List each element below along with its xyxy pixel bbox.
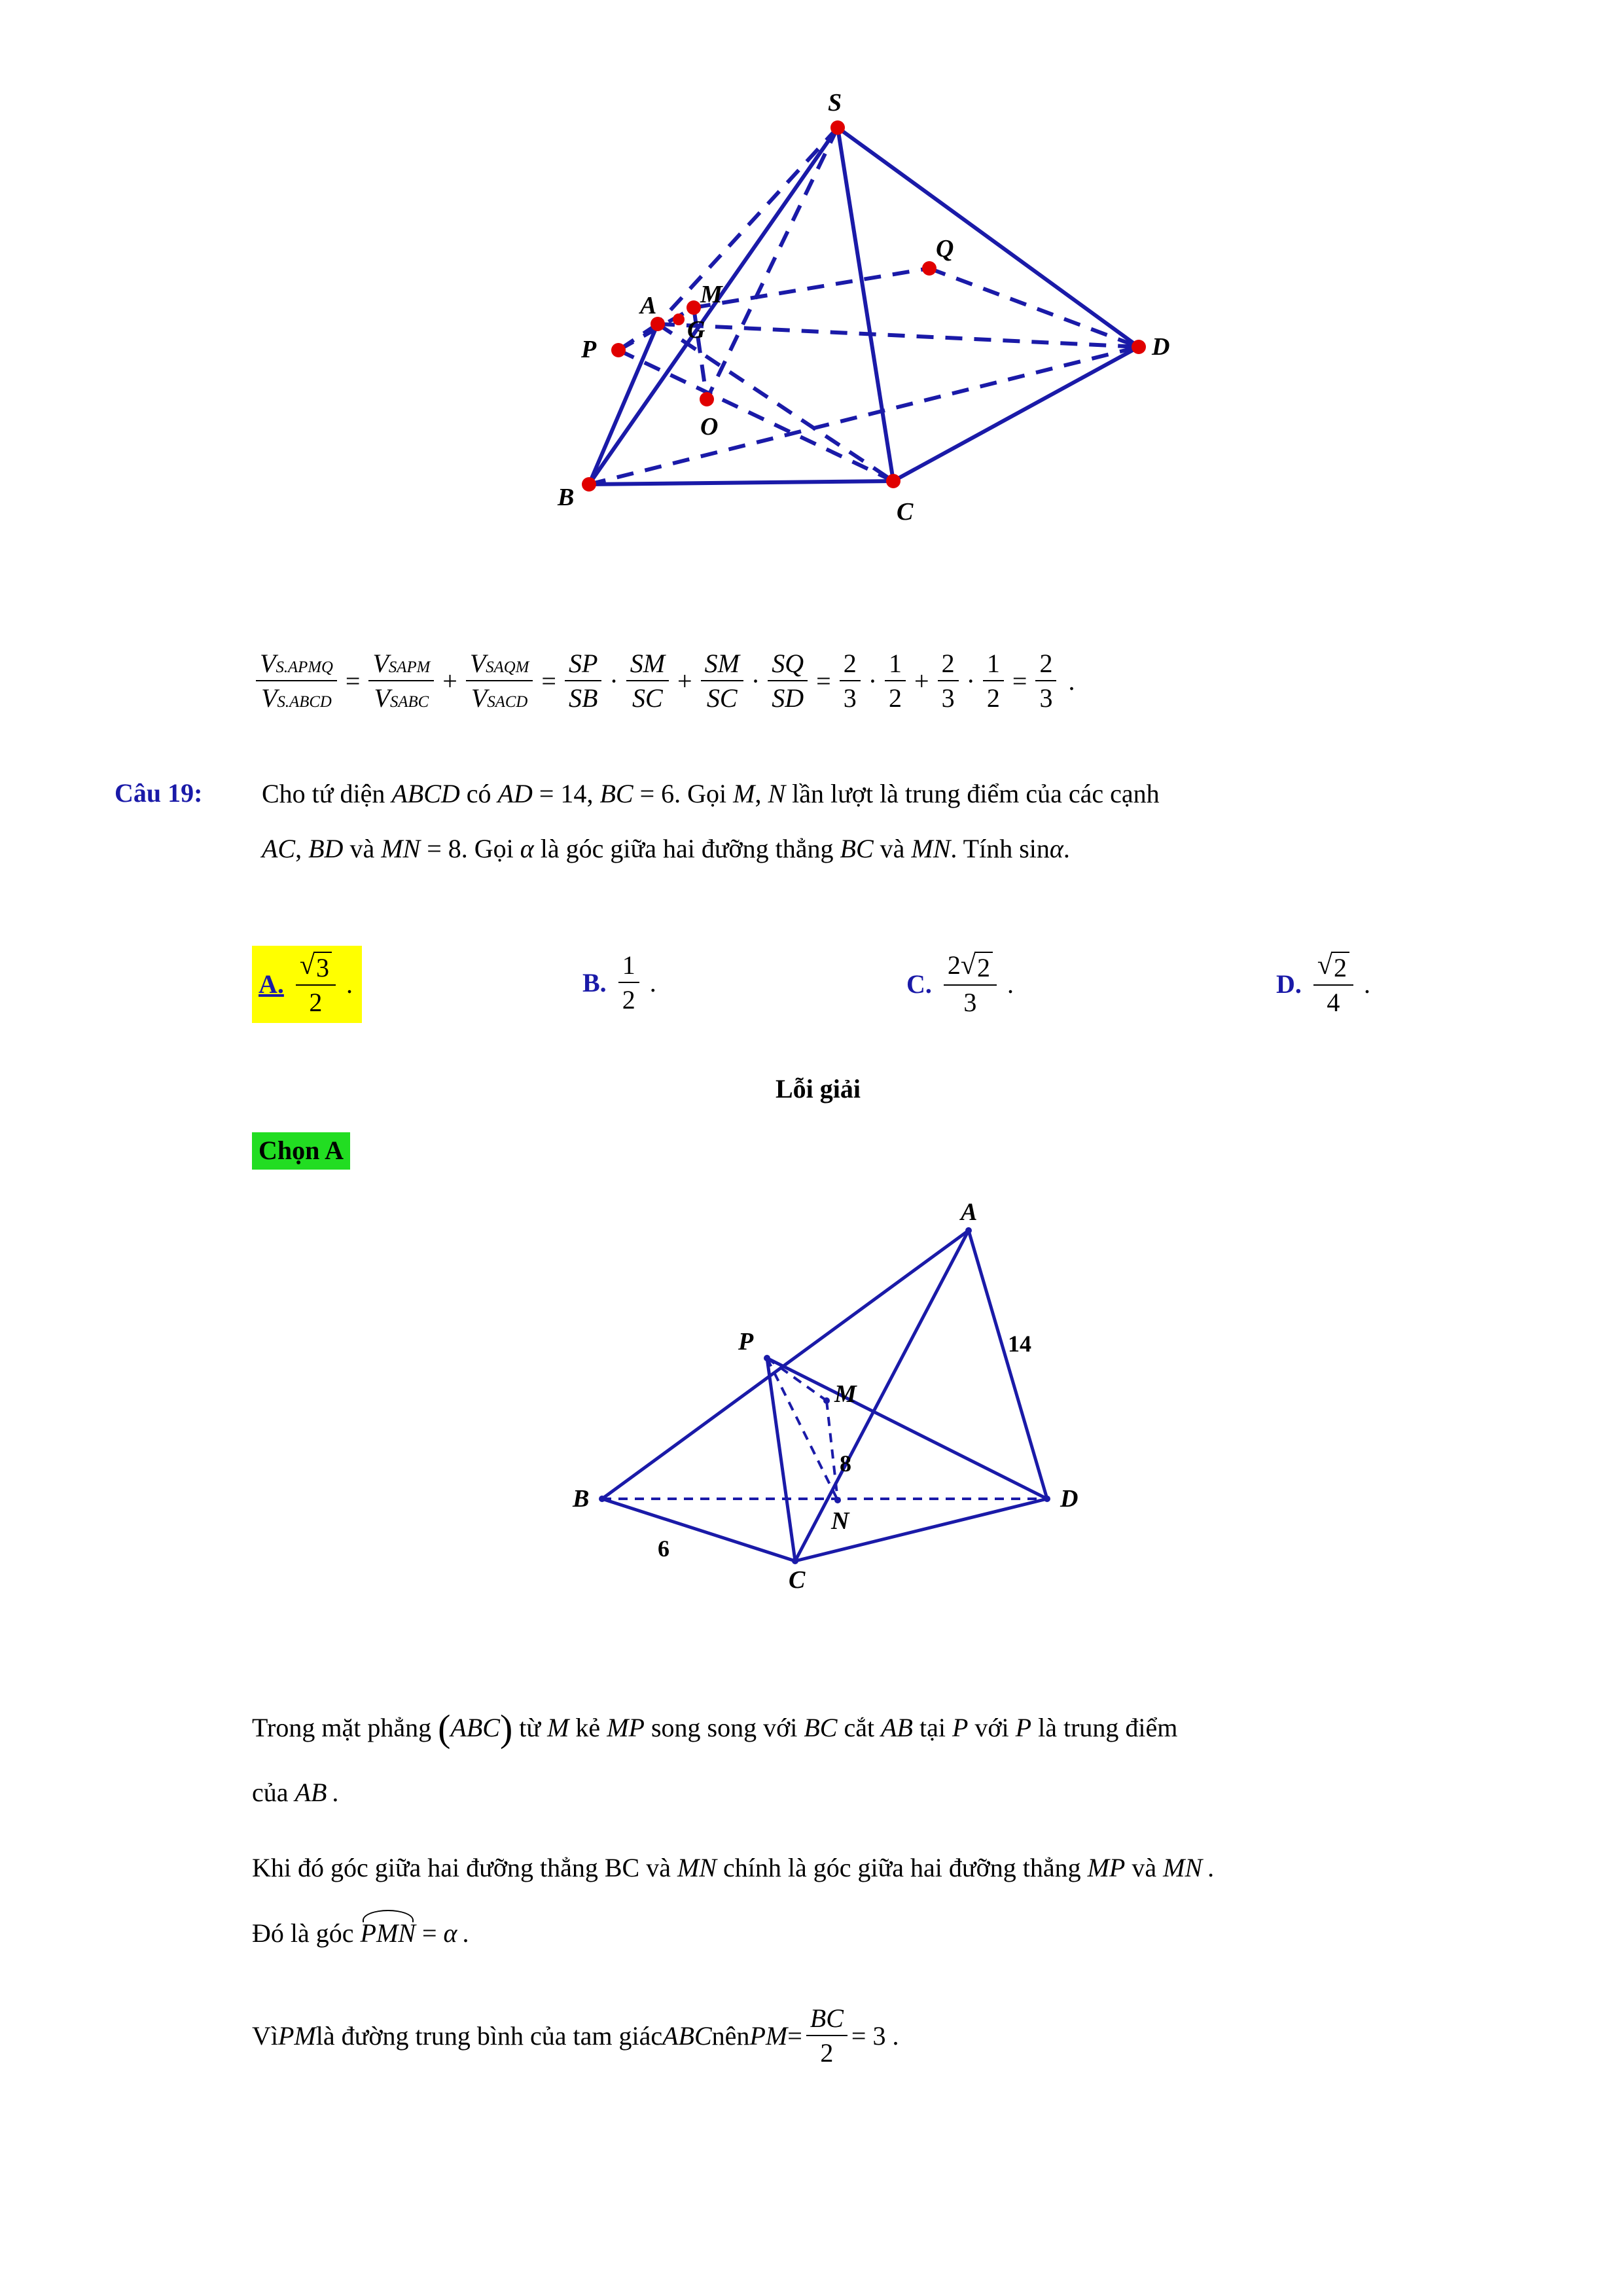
q-text-7: , xyxy=(295,834,309,863)
p3-text-2: chính là góc giữa hai đưỡng thẳng xyxy=(716,1853,1088,1882)
q-text-4: . Gọi xyxy=(674,779,734,808)
p4-text-3: . xyxy=(462,1918,469,1948)
answer-b-tag: B. xyxy=(582,967,607,997)
p5-equals: = xyxy=(787,2020,802,2051)
q-bd: BD xyxy=(308,834,344,863)
eq-term-7: $\frac{2}{3}$ xyxy=(840,648,861,713)
q-text-11: và xyxy=(873,834,912,863)
answer-c-den: 3 xyxy=(963,988,977,1017)
question-body xyxy=(262,774,1505,869)
eq-equals-1: = xyxy=(345,666,361,696)
figure2-vertex-B: B xyxy=(573,1485,590,1513)
p1-text-8: là trung điểm xyxy=(1031,1713,1178,1742)
chosen-answer-badge: Chọn A xyxy=(252,1132,350,1170)
figure2-vertex-A: A xyxy=(961,1198,978,1226)
answer-d-radicand: 2 xyxy=(1331,952,1349,983)
p1-text-7: với xyxy=(968,1713,1016,1742)
solution-paragraph-5 xyxy=(252,2003,1499,2068)
eq-plus-2: + xyxy=(677,666,692,696)
p1-text-1: Trong mặt phẳng xyxy=(252,1713,438,1742)
eq-term-9: $\frac{2}{3}$ xyxy=(938,648,959,713)
p1-text-5: cắt xyxy=(837,1713,882,1742)
p4-alpha: α xyxy=(443,1918,457,1948)
solution-heading: Lỗi giải xyxy=(775,1074,861,1103)
eq-term-5: $\frac{SM}{SC}$ xyxy=(701,648,743,713)
solution-paragraph-2 xyxy=(252,1777,1499,1808)
p5-text-3: nên xyxy=(711,2020,750,2051)
q-mn-2: MN xyxy=(911,834,951,863)
figure-tetrahedron-ABCD xyxy=(573,1198,1139,1702)
figure1-vertex-Q: Q xyxy=(936,235,954,262)
p1-abc: ABC xyxy=(450,1713,500,1742)
p3-mp: MP xyxy=(1087,1853,1126,1882)
q-mn: MN xyxy=(381,834,421,863)
p1-bc: BC xyxy=(804,1713,838,1742)
q-n: N xyxy=(768,779,786,808)
p4-text-2: = xyxy=(415,1918,444,1948)
answer-b-value xyxy=(618,950,639,1015)
eq-term-4: $\frac{SM}{SC}$ xyxy=(626,648,669,713)
q-text-5: , xyxy=(755,779,768,808)
solution-paragraph-4 xyxy=(252,1918,1499,1948)
eq-dot-3: · xyxy=(868,666,878,696)
figure2-vertex-D: D xyxy=(1060,1485,1079,1513)
figure-pyramid-SABCD xyxy=(484,89,1171,635)
p5-text-4: . xyxy=(892,2020,899,2051)
p1-p-2: P xyxy=(1015,1713,1032,1742)
p5-equals-2: = 3 xyxy=(851,2020,886,2051)
figure1-vertex-G: G xyxy=(687,316,705,344)
answer-d-den: 4 xyxy=(1327,988,1340,1017)
figure1-vertex-C: C xyxy=(897,498,914,526)
solution-paragraph-3 xyxy=(252,1852,1499,1883)
p1-text-3: kẻ xyxy=(569,1713,607,1742)
p5-frac-num: BC xyxy=(806,2003,847,2036)
figure1-vertex-P: P xyxy=(581,336,597,363)
eq-term-8: $\frac{1}{2}$ xyxy=(885,648,906,713)
figure1-vertex-O: O xyxy=(700,413,719,440)
p1-p: P xyxy=(952,1713,969,1742)
p5-frac-den: 2 xyxy=(820,2038,834,2068)
volume-ratio-equation xyxy=(252,648,1075,713)
answer-option-c[interactable] xyxy=(906,950,1014,1018)
figure2-edge-label-6: 6 xyxy=(658,1535,669,1562)
p5-abc: ABC xyxy=(662,2020,712,2051)
p2-text-2: . xyxy=(332,1778,339,1807)
question-label: Câu 19: xyxy=(115,778,203,808)
q-abcd: ABCD xyxy=(391,779,460,808)
eq-lhs: $\frac{\text{VS.APMQ}}{\text{VS.ABCD}}$ xyxy=(256,648,337,713)
answer-d-suffix: . xyxy=(1363,969,1370,999)
answer-c-tag: C. xyxy=(906,969,932,999)
q-ad: AD xyxy=(497,779,533,808)
figure2-edge-label-8: 8 xyxy=(840,1450,851,1477)
eq-term-6: $\frac{SQ}{SD}$ xyxy=(768,648,808,713)
q-text-8: và xyxy=(343,834,382,863)
answer-option-d[interactable] xyxy=(1276,950,1370,1018)
answer-a-suffix: . xyxy=(346,969,353,999)
p1-text-6: tại xyxy=(912,1713,952,1742)
answer-c-value: 2 √ 2 3 xyxy=(944,950,997,1018)
figure1-vertex-B: B xyxy=(558,484,575,511)
q-mn-value: = 8 xyxy=(420,834,461,863)
q-text-1: Cho tứ diện xyxy=(262,779,392,808)
p1-ab: AB xyxy=(881,1713,913,1742)
q-text-12: . Tính sin xyxy=(950,834,1050,863)
q-text-13: . xyxy=(1063,834,1070,863)
figure2-vertex-M: M xyxy=(834,1380,857,1408)
answer-d-tag: D. xyxy=(1276,969,1302,999)
q-text-9: . Gọi xyxy=(461,834,520,863)
solution-paragraph-1: Trong mặt phẳng (ABC) từ M kẻ MP song song với BC cắt AB tại P với P là trung điểm xyxy=(252,1706,1178,1749)
answer-options xyxy=(252,946,1561,1024)
eq-term-1: $\frac{\text{VSAPM}}{\text{VSABC}}$ xyxy=(368,648,434,713)
p4-angle-pmn: PMN xyxy=(360,1918,416,1948)
p5-text-1: Vì xyxy=(252,2020,278,2051)
p4-text-1: Đó là góc xyxy=(252,1918,361,1948)
figure1-vertex-S: S xyxy=(828,89,842,117)
eq-equals-3: = xyxy=(816,666,831,696)
q-text-2: có xyxy=(459,779,498,808)
q-bc-value: = 6 xyxy=(633,779,675,808)
q-ac: AC xyxy=(262,834,296,863)
p5-pm: PM xyxy=(278,2020,316,2051)
eq-dot-1: · xyxy=(609,666,618,696)
eq-term-11: $\frac{2}{3}$ xyxy=(1035,648,1056,713)
figure1-vertex-D: D xyxy=(1152,333,1170,361)
p3-text-1: Khi đó góc giữa hai đưỡng thẳng BC và xyxy=(252,1853,677,1882)
p5-fraction-bc-over-2 xyxy=(806,2003,847,2068)
q-bc-2: BC xyxy=(840,834,874,863)
q-m: M xyxy=(733,779,755,808)
eq-dot-2: · xyxy=(751,666,760,696)
answer-b-num: 1 xyxy=(618,950,639,983)
answer-c-suffix: . xyxy=(1007,969,1014,999)
answer-c-radicand: 2 xyxy=(974,952,993,983)
figure1-vertex-M: M xyxy=(700,281,722,308)
eq-plus-3: + xyxy=(914,666,929,696)
answer-c-coef: 2 xyxy=(947,950,961,980)
eq-equals-4: = xyxy=(1012,666,1027,696)
eq-equals-2: = xyxy=(541,666,556,696)
p3-text-3: và xyxy=(1125,1853,1164,1882)
eq-term-3: $\frac{SP}{SB}$ xyxy=(565,648,601,713)
answer-option-b[interactable] xyxy=(582,950,656,1015)
figure1-vertex-A: A xyxy=(640,292,657,319)
eq-dot-4: · xyxy=(966,666,975,696)
q-alpha-2: α xyxy=(1049,834,1063,863)
figure2-vertex-P: P xyxy=(738,1328,754,1355)
p2-text-1: của xyxy=(252,1778,295,1807)
p1-text-4: song song với xyxy=(644,1713,804,1742)
answer-b-den: 2 xyxy=(622,985,635,1014)
q-alpha: α xyxy=(520,834,534,863)
q-ad-value: = 14 xyxy=(532,779,587,808)
p3-mn-2: MN xyxy=(1163,1853,1203,1882)
answer-a-den: 2 xyxy=(309,988,323,1017)
answer-a-tag: A. xyxy=(259,969,284,999)
figure2-vertex-C: C xyxy=(789,1566,806,1594)
p3-mn: MN xyxy=(677,1853,717,1882)
answer-option-a[interactable] xyxy=(252,946,362,1023)
p1-m: M xyxy=(547,1713,569,1742)
figure2-edge-label-14: 14 xyxy=(1008,1331,1031,1357)
p5-pm-2: PM xyxy=(749,2020,788,2051)
eq-plus-1: + xyxy=(442,666,457,696)
answer-a-value: √ 3 2 xyxy=(296,950,336,1018)
q-text-10: là góc giữa hai đưỡng thẳng xyxy=(533,834,840,863)
eq-term-2: $\frac{\text{VSAQM}}{\text{VSACD}}$ xyxy=(466,648,533,713)
p3-text-4: . xyxy=(1207,1853,1215,1882)
answer-a-radicand: 3 xyxy=(313,952,332,983)
q-text-6: lần lượt là trung điểm của các cạnh xyxy=(785,779,1160,808)
answer-d-value: √ 2 4 xyxy=(1313,950,1353,1018)
answer-b-suffix: . xyxy=(649,967,656,997)
p1-text-2: từ xyxy=(512,1713,548,1742)
p1-mp: MP xyxy=(607,1713,645,1742)
eq-period: . xyxy=(1068,666,1075,696)
q-bc: BC xyxy=(599,779,633,808)
p5-text-2: là đường trung bình của tam giác xyxy=(315,2020,663,2051)
figure2-vertex-N: N xyxy=(831,1507,849,1535)
q-text-3: , xyxy=(586,779,600,808)
p2-ab: AB xyxy=(294,1778,327,1807)
eq-term-10: $\frac{1}{2}$ xyxy=(983,648,1004,713)
